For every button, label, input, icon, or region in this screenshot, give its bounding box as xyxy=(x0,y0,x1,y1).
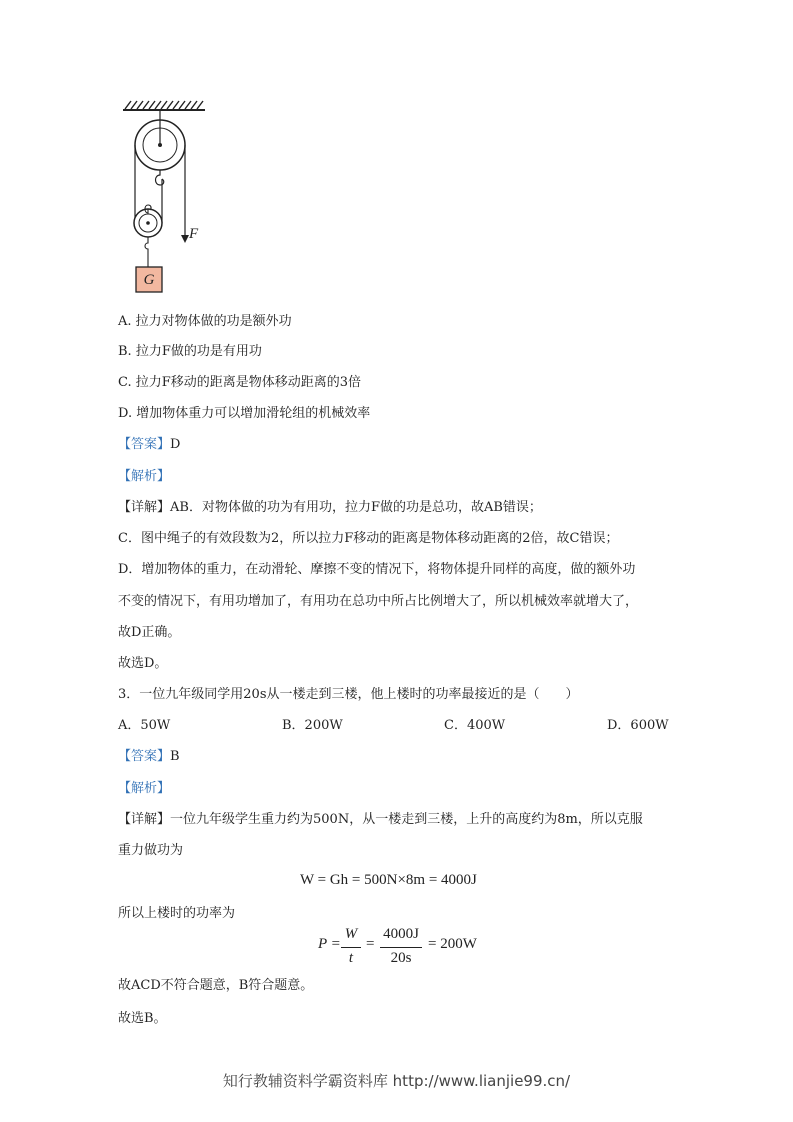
q3-stem: 3．一位九年级同学用20s从一楼走到三楼，他上楼时的功率最接近的是（ ） xyxy=(118,687,579,702)
fraction-numerator-w: W xyxy=(344,926,358,942)
power-formula-lhs: P = xyxy=(318,936,341,952)
q2-option-a: A. 拉力对物体做的功是额外功 xyxy=(118,314,292,329)
q2-detail-line1 xyxy=(118,499,542,517)
detail-text: AB．对物体做的功为有用功，拉力F做的功是总功，故AB错误； xyxy=(170,500,542,515)
fraction-denominator-20s: 20s xyxy=(390,950,412,966)
force-label: F xyxy=(189,226,199,242)
detail-tag: 【详解】 xyxy=(118,812,171,827)
answer-value: D xyxy=(170,437,181,452)
q3-answer xyxy=(118,748,180,766)
q3-detail-line2: 重力做功为 xyxy=(118,843,184,858)
work-formula: W = Gh = 500N×8m = 4000J xyxy=(300,872,477,888)
fraction-bar xyxy=(380,947,422,948)
q2-detail-line2: C．图中绳子的有效段数为2，所以拉力F移动的距离是物体移动距离的2倍，故C错误； xyxy=(118,531,619,546)
q2-detail-line5: 故D正确。 xyxy=(118,625,181,640)
detail-text: 一位九年级学生重力约为500N，从一楼走到三楼，上升的高度约为8m，所以克服 xyxy=(170,812,643,827)
fraction-bar xyxy=(341,947,361,948)
q3-detail-line1 xyxy=(118,811,643,829)
answer-tag: 【答案】 xyxy=(118,749,171,764)
q2-detail-line4: 不变的情况下，有用功增加了，有用功在总功中所占比例增大了，所以机械效率就增大了， xyxy=(118,594,639,609)
detail-tag: 【详解】 xyxy=(118,500,171,515)
q3-detail-line4: 故ACD不符合题意，B符合题意。 xyxy=(118,978,314,993)
q3-conclusion: 故选B。 xyxy=(118,1011,167,1026)
q3-analysis-tag: 【解析】 xyxy=(118,781,171,796)
answer-value: B xyxy=(170,749,180,764)
q2-conclusion: 故选D。 xyxy=(118,656,168,671)
q2-answer xyxy=(118,436,180,454)
q2-option-d: D. 增加物体重力可以增加滑轮组的机械效率 xyxy=(118,406,371,421)
answer-tag: 【答案】 xyxy=(118,437,171,452)
q3-option-a: A．50W xyxy=(118,718,171,733)
q2-option-c: C. 拉力F移动的距离是物体移动距离的3倍 xyxy=(118,375,362,390)
q2-detail-line3: D．增加物体的重力，在动滑轮、摩擦不变的情况下，将物体提升同样的高度，做的额外功 xyxy=(118,562,636,577)
power-formula-result: = 200W xyxy=(428,936,477,952)
power-formula-equals: = xyxy=(366,936,375,952)
q3-option-b: B．200W xyxy=(282,718,343,733)
fraction-numerator-4000j: 4000J xyxy=(383,926,419,942)
q3-detail-line3: 所以上楼时的功率为 xyxy=(118,906,236,921)
q2-analysis-tag: 【解析】 xyxy=(118,469,171,484)
q3-option-d: D．600W xyxy=(607,718,669,733)
pulley-diagram xyxy=(115,95,225,295)
footer-watermark: 知行教辅资料学霸资料库 http://www.lianjie99.cn/ xyxy=(222,1072,571,1090)
weight-label: G xyxy=(143,272,155,288)
q2-option-b: B. 拉力F做的功是有用功 xyxy=(118,344,262,359)
q3-option-c: C．400W xyxy=(444,718,506,733)
fraction-denominator-t: t xyxy=(348,950,354,966)
